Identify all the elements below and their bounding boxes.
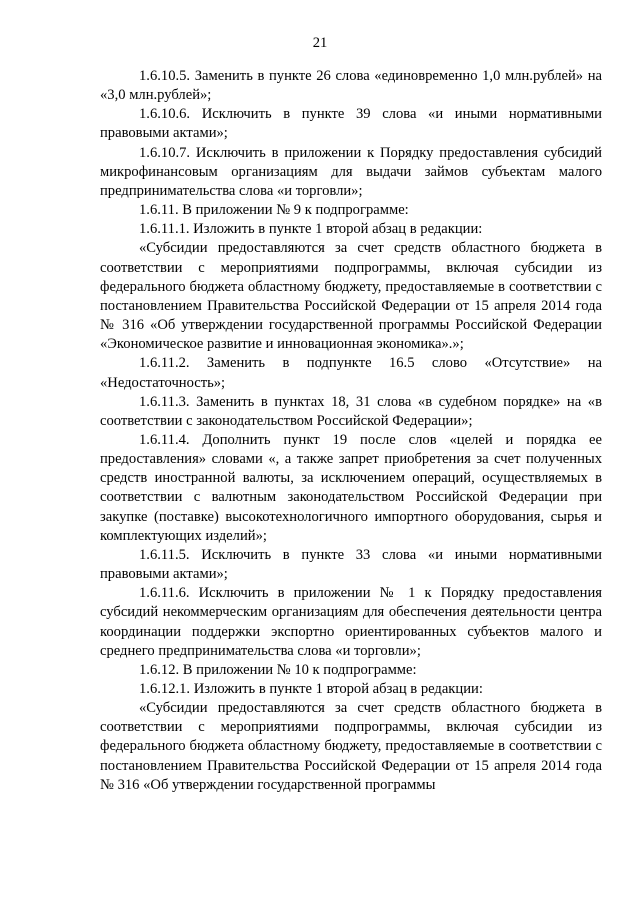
paragraph-1-6-11-4: 1.6.11.4. Дополнить пункт 19 после слов «целей и порядка ее предоставления» словами «, а также запрет приобретения за счет полученных средств иностранной валюты, за исключением операций, осуществляемых в соответствии с валютным законодательством Российской Федерации при закупке (поставке) высокотехнологичного импортного оборудования, сырья и комплектующих изделий»; [100, 431, 602, 544]
paragraph-1-6-10-6: 1.6.10.6. Исключить в пункте 39 слова «и иными нормативными правовыми актами»; [100, 106, 602, 142]
paragraph-1-6-11-2: 1.6.11.2. Заменить в подпункте 16.5 слово «Отсутствие» на «Недостаточность»; [100, 355, 602, 391]
paragraph-1-6-11-3: 1.6.11.3. Заменить в пунктах 18, 31 слова «в судебном порядке» на «в соответствии с законодательством Российской Федерации»; [100, 393, 602, 429]
quoted-paragraph-1: «Субсидии предоставляются за счет средств областного бюджета в соответствии с мероприятиями подпрограммы, включая субсидии из федерального бюджета областному бюджету, предоставляемые в соответствии с постановлением Правительства Российской Федерации от 15 апреля 2014 года № 316 «Об утверждении государственной программы Российской Федерации «Экономическое развитие и инновационная экономика».»; [100, 240, 602, 353]
paragraph-1-6-11: 1.6.11. В приложении № 9 к подпрограмме: [139, 202, 409, 219]
paragraph-1-6-11-1: 1.6.11.1. Изложить в пункте 1 второй абзац в редакции: [139, 221, 483, 238]
document-body [100, 67, 602, 795]
quoted-paragraph-2: «Субсидии предоставляются за счет средств областного бюджета в соответствии с мероприятиями подпрограммы, включая субсидии из федерального бюджета областному бюджету, предоставляемые в соответствии с постановлением Правительства Российской Федерации от 15 апреля 2014 года № 316 «Об утверждении государственной программы [100, 700, 602, 793]
paragraph-1-6-12-1: 1.6.12.1. Изложить в пункте 1 второй абзац в редакции: [139, 681, 483, 697]
paragraph-1-6-11-6: 1.6.11.6. Исключить в приложении № 1 к Порядку предоставления субсидий некоммерческим организациям для обеспечения деятельности центра координации поддержки экспортно ориентированных субъектов малого и среднего предпринимательства слова «и торговли»; [100, 585, 602, 659]
page-number: 21 [312, 35, 328, 51]
paragraph-1-6-12: 1.6.12. В приложении № 10 к подпрограмме: [139, 661, 417, 678]
paragraph-1-6-10-7: 1.6.10.7. Исключить в приложении к Порядку предоставления субсидий микрофинансовым организациям для выдачи займов субъектам малого предпринимательства слова «и торговли»; [100, 144, 602, 199]
paragraph-1-6-10-5: 1.6.10.5. Заменить в пункте 26 слова «единовременно 1,0 млн.рублей» на «3,0 млн.рублей»; [100, 68, 602, 104]
paragraph-1-6-11-5: 1.6.11.5. Исключить в пункте 33 слова «и иными нормативными правовыми актами»; [100, 546, 602, 583]
